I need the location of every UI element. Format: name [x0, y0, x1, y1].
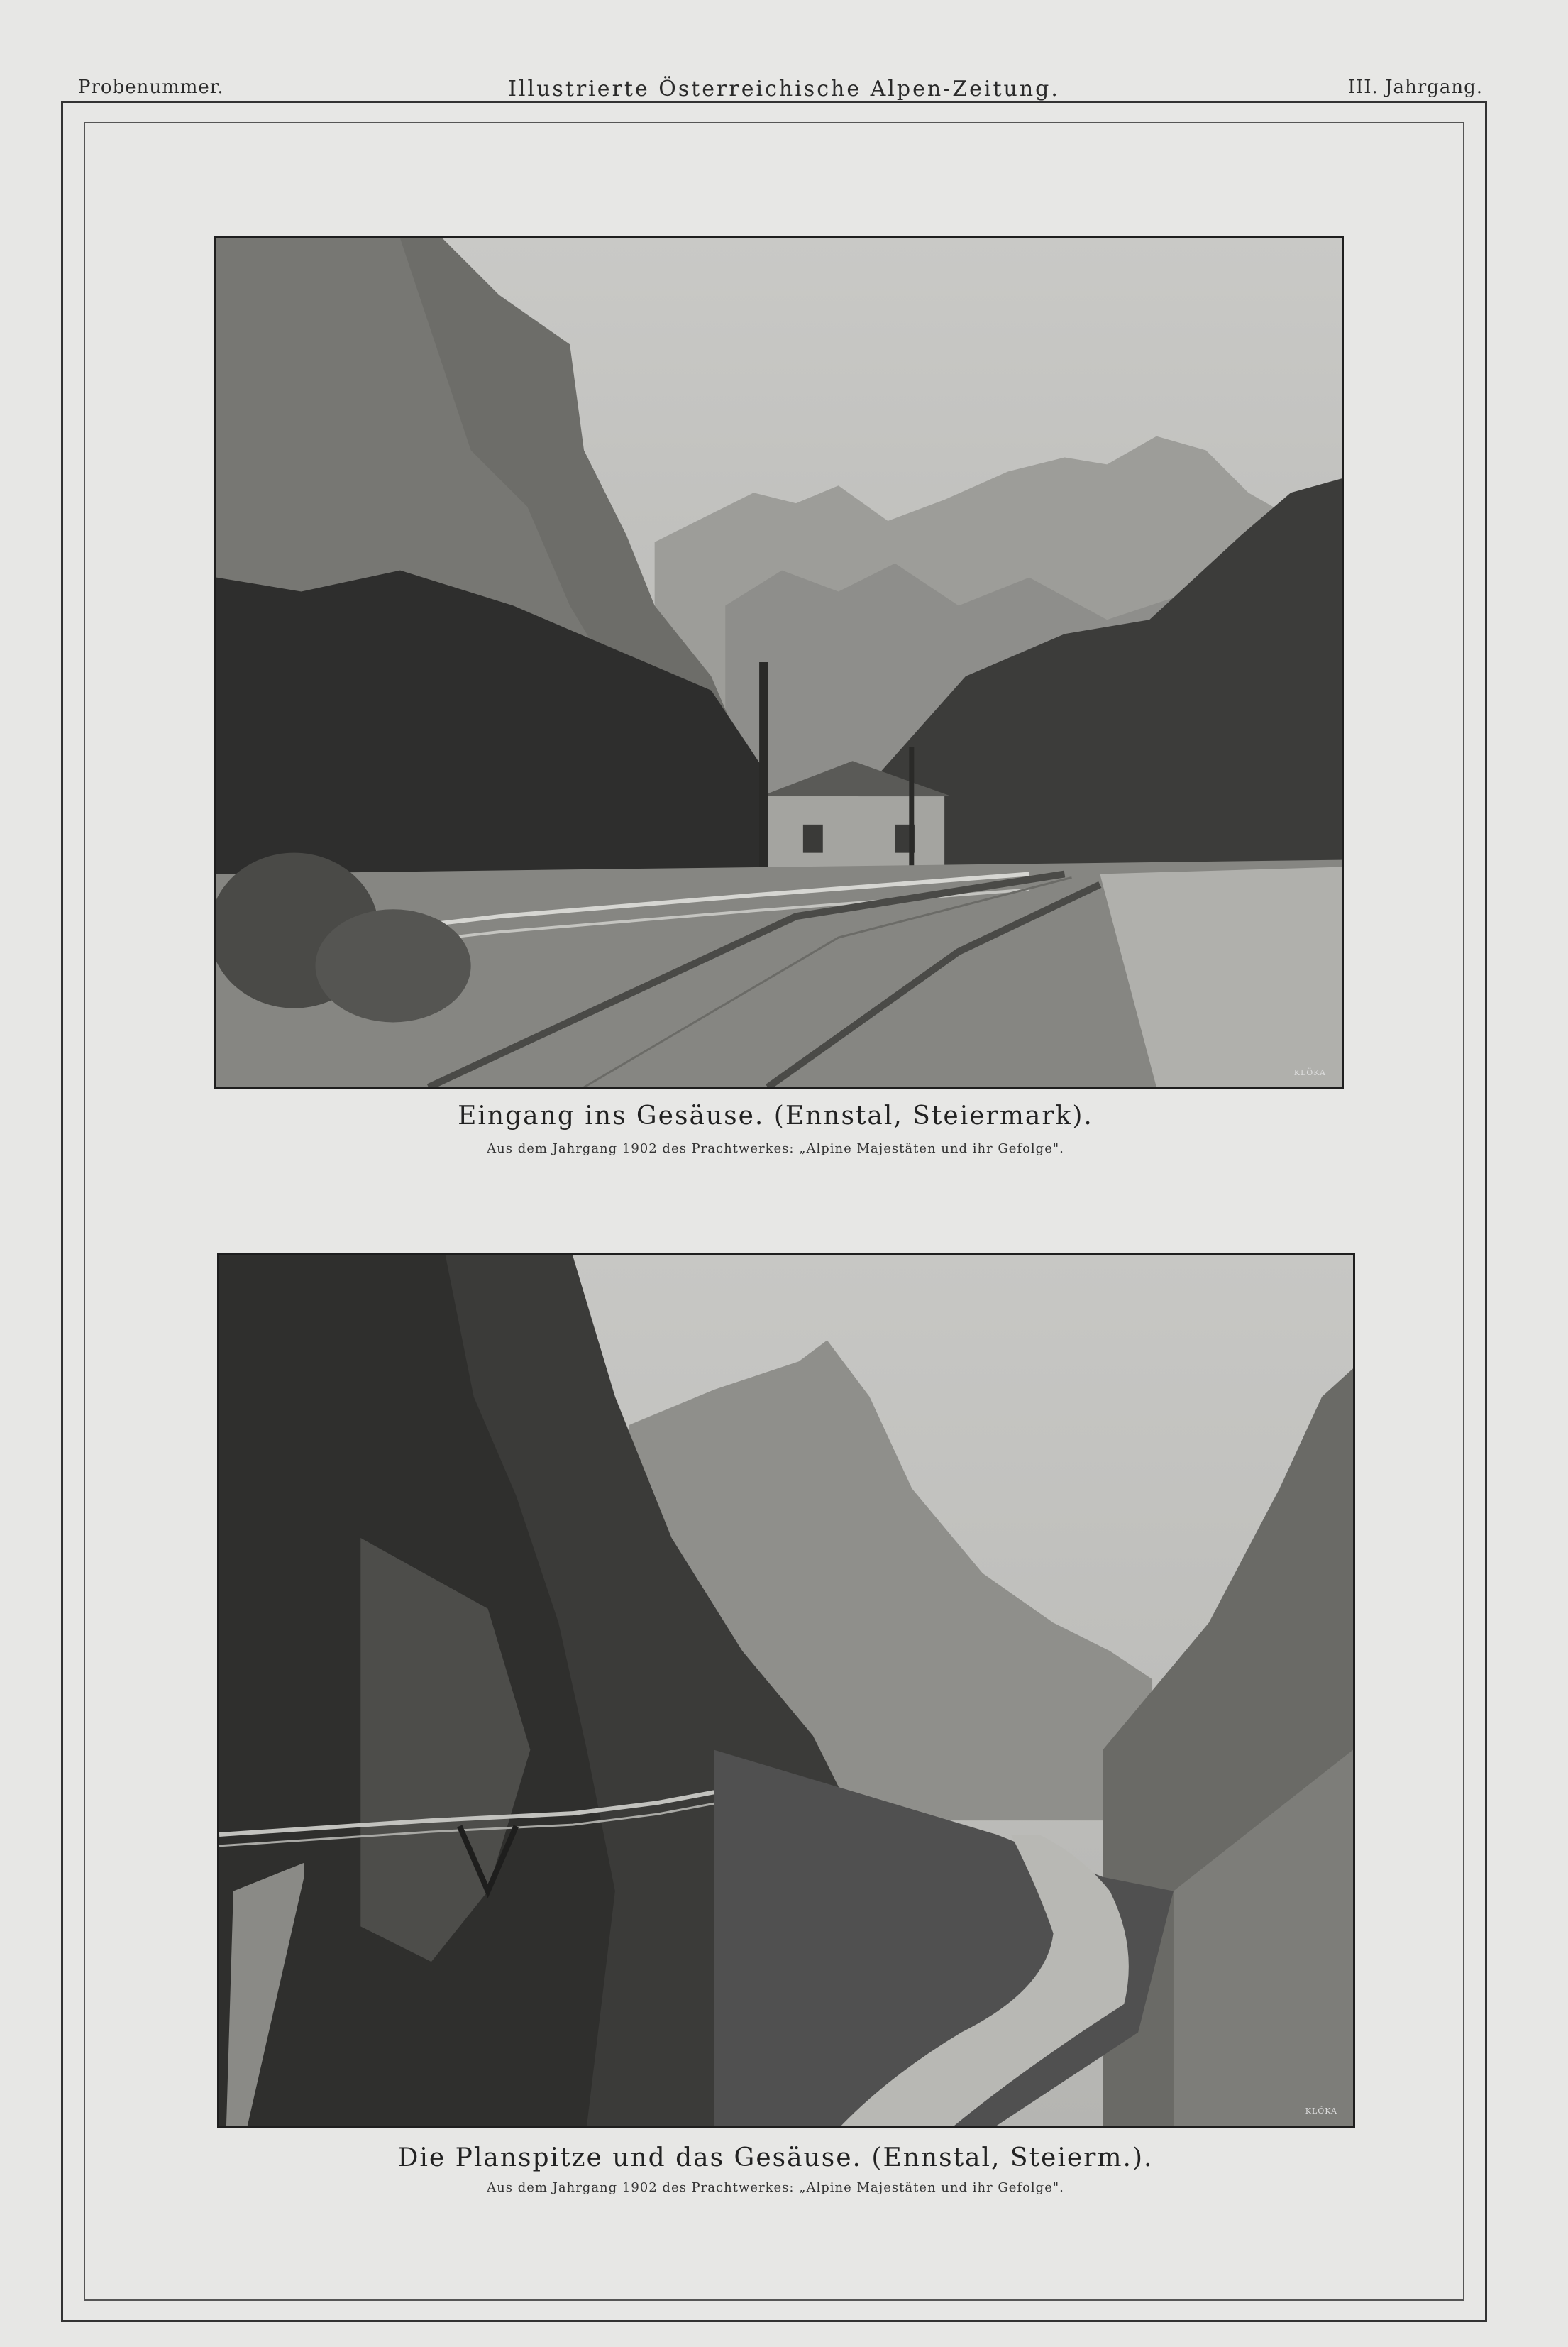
- photo-planspitze-gesaeuse-image: [219, 1255, 1353, 2126]
- photo-1-source: Aus dem Jahrgang 1902 des Prachtwerkes: „Alpine Majestäten und ihr Gefolge".: [487, 1141, 1064, 1156]
- photo-gesaeuse-entrance-image: [216, 238, 1342, 1087]
- photo-2-caption: Die Planspitze und das Gesäuse. (Ennstal, Steierm.).: [397, 2143, 1154, 2172]
- photo-signature: KLÖKA: [1293, 1068, 1326, 1077]
- photo-signature: KLÖKA: [1305, 2106, 1337, 2116]
- photo-planspitze-gesaeuse: [217, 1253, 1355, 2128]
- photo-2-source: Aus dem Jahrgang 1902 des Prachtwerkes: „Alpine Majestäten und ihr Gefolge".: [487, 2180, 1064, 2195]
- page-number-label: Probenummer.: [78, 77, 224, 98]
- photo-1-caption: Eingang ins Gesäuse. (Ennstal, Steiermark).: [458, 1101, 1093, 1131]
- volume-label: III. Jahrgang.: [1347, 77, 1483, 98]
- photo-gesaeuse-entrance: [214, 236, 1344, 1089]
- journal-title: Illustrierte Österreichische Alpen-Zeitung.: [508, 77, 1060, 101]
